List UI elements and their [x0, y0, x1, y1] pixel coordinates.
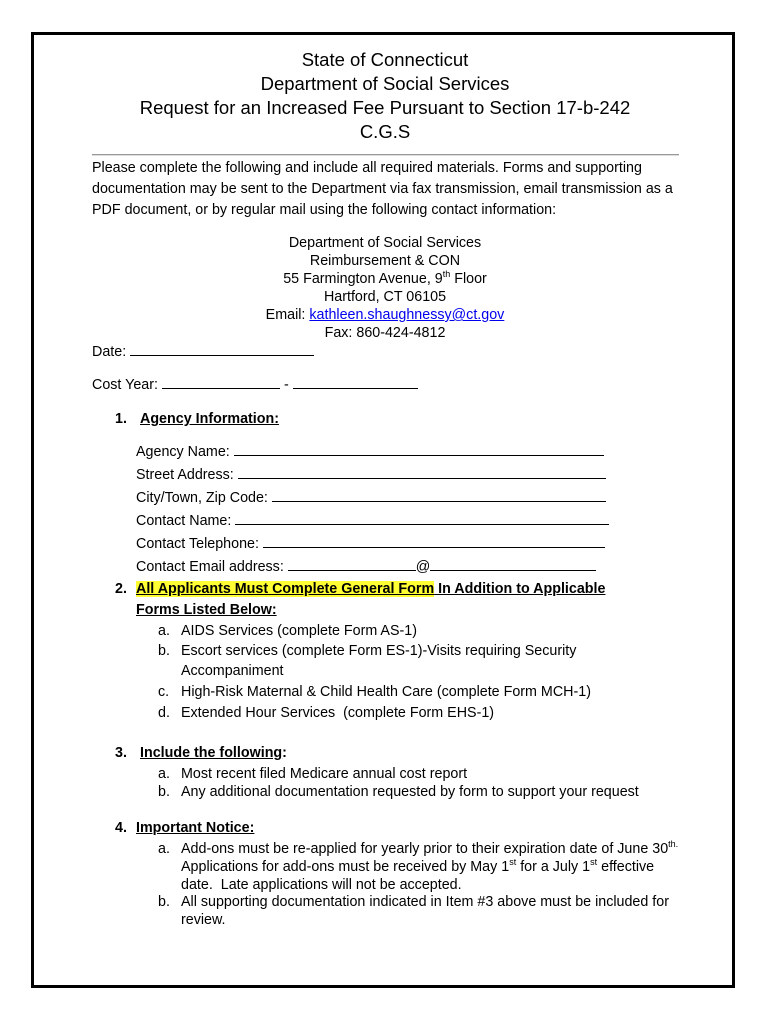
city-zip-blank[interactable] [272, 488, 606, 502]
agency-name-row [136, 442, 604, 461]
notice-text-3: for a July 1 [516, 859, 591, 875]
date-label: Date: [92, 344, 127, 360]
item-text: Most recent filed Medicare annual cost report [181, 766, 468, 782]
section1-title-text: Agency Information: [140, 411, 280, 427]
contact-street-floor: Floor [450, 271, 487, 287]
notice-sup-1: th. [668, 839, 679, 850]
contact-name-blank[interactable] [235, 511, 609, 525]
contact-telephone-label: Contact Telephone: [136, 536, 259, 552]
item-text: AIDS Services (complete Form AS-1) [181, 623, 417, 639]
notice-text-2: Applications for add-ons must be received by May 1 [181, 841, 686, 875]
contact-street-text: 55 Farmington Avenue, 9 [283, 271, 443, 287]
title-state: State of Connecticut [301, 49, 469, 70]
section1-title [140, 410, 279, 428]
item-letter: a. [158, 623, 170, 639]
section4-number: 4. [115, 820, 127, 836]
item-letter: a. [158, 841, 170, 857]
contact-email-user-blank[interactable] [288, 557, 416, 571]
contact-email-domain-blank[interactable] [430, 557, 596, 571]
section2-title [136, 580, 605, 598]
section3-title [140, 744, 287, 762]
notice-sup-2: st [509, 857, 517, 868]
cost-year-start-blank[interactable] [162, 375, 280, 389]
section3-title-colon: : [282, 745, 287, 761]
section2-title-line2-text: Forms Listed Below: [136, 602, 277, 618]
section1-number: 1. [115, 411, 127, 427]
item-letter: b. [158, 784, 170, 800]
title-request: Request for an Increased Fee Pursuant to Section 17-b-242 [139, 97, 631, 118]
contact-city: Hartford, CT 06105 [323, 289, 447, 305]
at-sign: @ [415, 559, 431, 575]
city-zip-row [136, 488, 606, 507]
section4-title [136, 819, 254, 837]
contact-street [0, 270, 770, 288]
section2-title-line2 [136, 601, 277, 619]
cost-year-end-blank[interactable] [293, 375, 418, 389]
contact-email-row [136, 557, 596, 576]
item-text: All supporting documentation indicated in Item #3 above must be included for review. [181, 894, 669, 928]
section2-title-rest: In Addition to Applicable [434, 581, 606, 597]
item-letter: d. [158, 705, 170, 721]
date-blank[interactable] [130, 342, 314, 356]
item-text: Extended Hour Services (complete Form EHS-1) [181, 705, 495, 721]
agency-name-blank[interactable] [234, 442, 604, 456]
date-row [92, 342, 314, 361]
contact-fax: Fax: 860-424-4812 [324, 325, 446, 341]
contact-telephone-row [136, 534, 605, 553]
contact-email-link[interactable]: kathleen.shaughnessy@ct.gov [309, 307, 505, 323]
notice-text-4: effective date. Late applications will not be accepted. [181, 859, 659, 893]
street-address-blank[interactable] [238, 465, 606, 479]
item-text: Any additional documentation requested by form to support your request [181, 784, 639, 800]
contact-unit: Reimbursement & CON [309, 253, 461, 269]
notice-text-1: Add-ons must be re-applied for yearly prior to their expiration date of June 30 [181, 841, 669, 857]
item-text [181, 839, 686, 894]
contact-street-sup: th [442, 269, 451, 280]
contact-email-label: Email: [265, 307, 310, 323]
section3-number: 3. [115, 745, 127, 761]
street-address-row [136, 465, 606, 484]
street-address-label: Street Address: [136, 467, 234, 483]
contact-telephone-blank[interactable] [263, 534, 605, 548]
cost-year-label: Cost Year: [92, 377, 158, 393]
contact-name-label: Contact Name: [136, 513, 232, 529]
title-department: Department of Social Services [260, 73, 510, 94]
intro-paragraph: Please complete the following and include all required materials. Forms and supporting documentation may be sent to the Department via fax transmission, email transmission as a PDF document, or by regular mail using the following contact information: [92, 160, 673, 218]
agency-name-label: Agency Name: [136, 444, 230, 460]
item-letter: c. [158, 684, 170, 700]
item-letter: a. [158, 766, 170, 782]
item-text: High-Risk Maternal & Child Health Care (complete Form MCH-1) [181, 684, 591, 700]
item-text: Escort services (complete Form ES-1)-Visits requiring Security Accompaniment [181, 643, 577, 679]
header-divider [92, 154, 679, 156]
section2-number: 2. [115, 581, 127, 597]
section4-title-text: Important Notice: [136, 820, 255, 836]
contact-org: Department of Social Services [288, 235, 482, 251]
contact-email-address-label: Contact Email address: [136, 559, 284, 575]
cost-year-separator: - [283, 377, 289, 393]
contact-email-line [0, 306, 770, 324]
notice-sup-3: st [590, 857, 598, 868]
title-cgs: C.G.S [359, 121, 411, 142]
item-letter: b. [158, 894, 170, 910]
section2-title-highlight: All Applicants Must Complete General Form [136, 581, 435, 597]
section3-title-text: Include the following [140, 745, 283, 761]
contact-name-row [136, 511, 609, 530]
cost-year-row [92, 375, 418, 394]
city-zip-label: City/Town, Zip Code: [136, 490, 268, 506]
item-letter: b. [158, 643, 170, 659]
